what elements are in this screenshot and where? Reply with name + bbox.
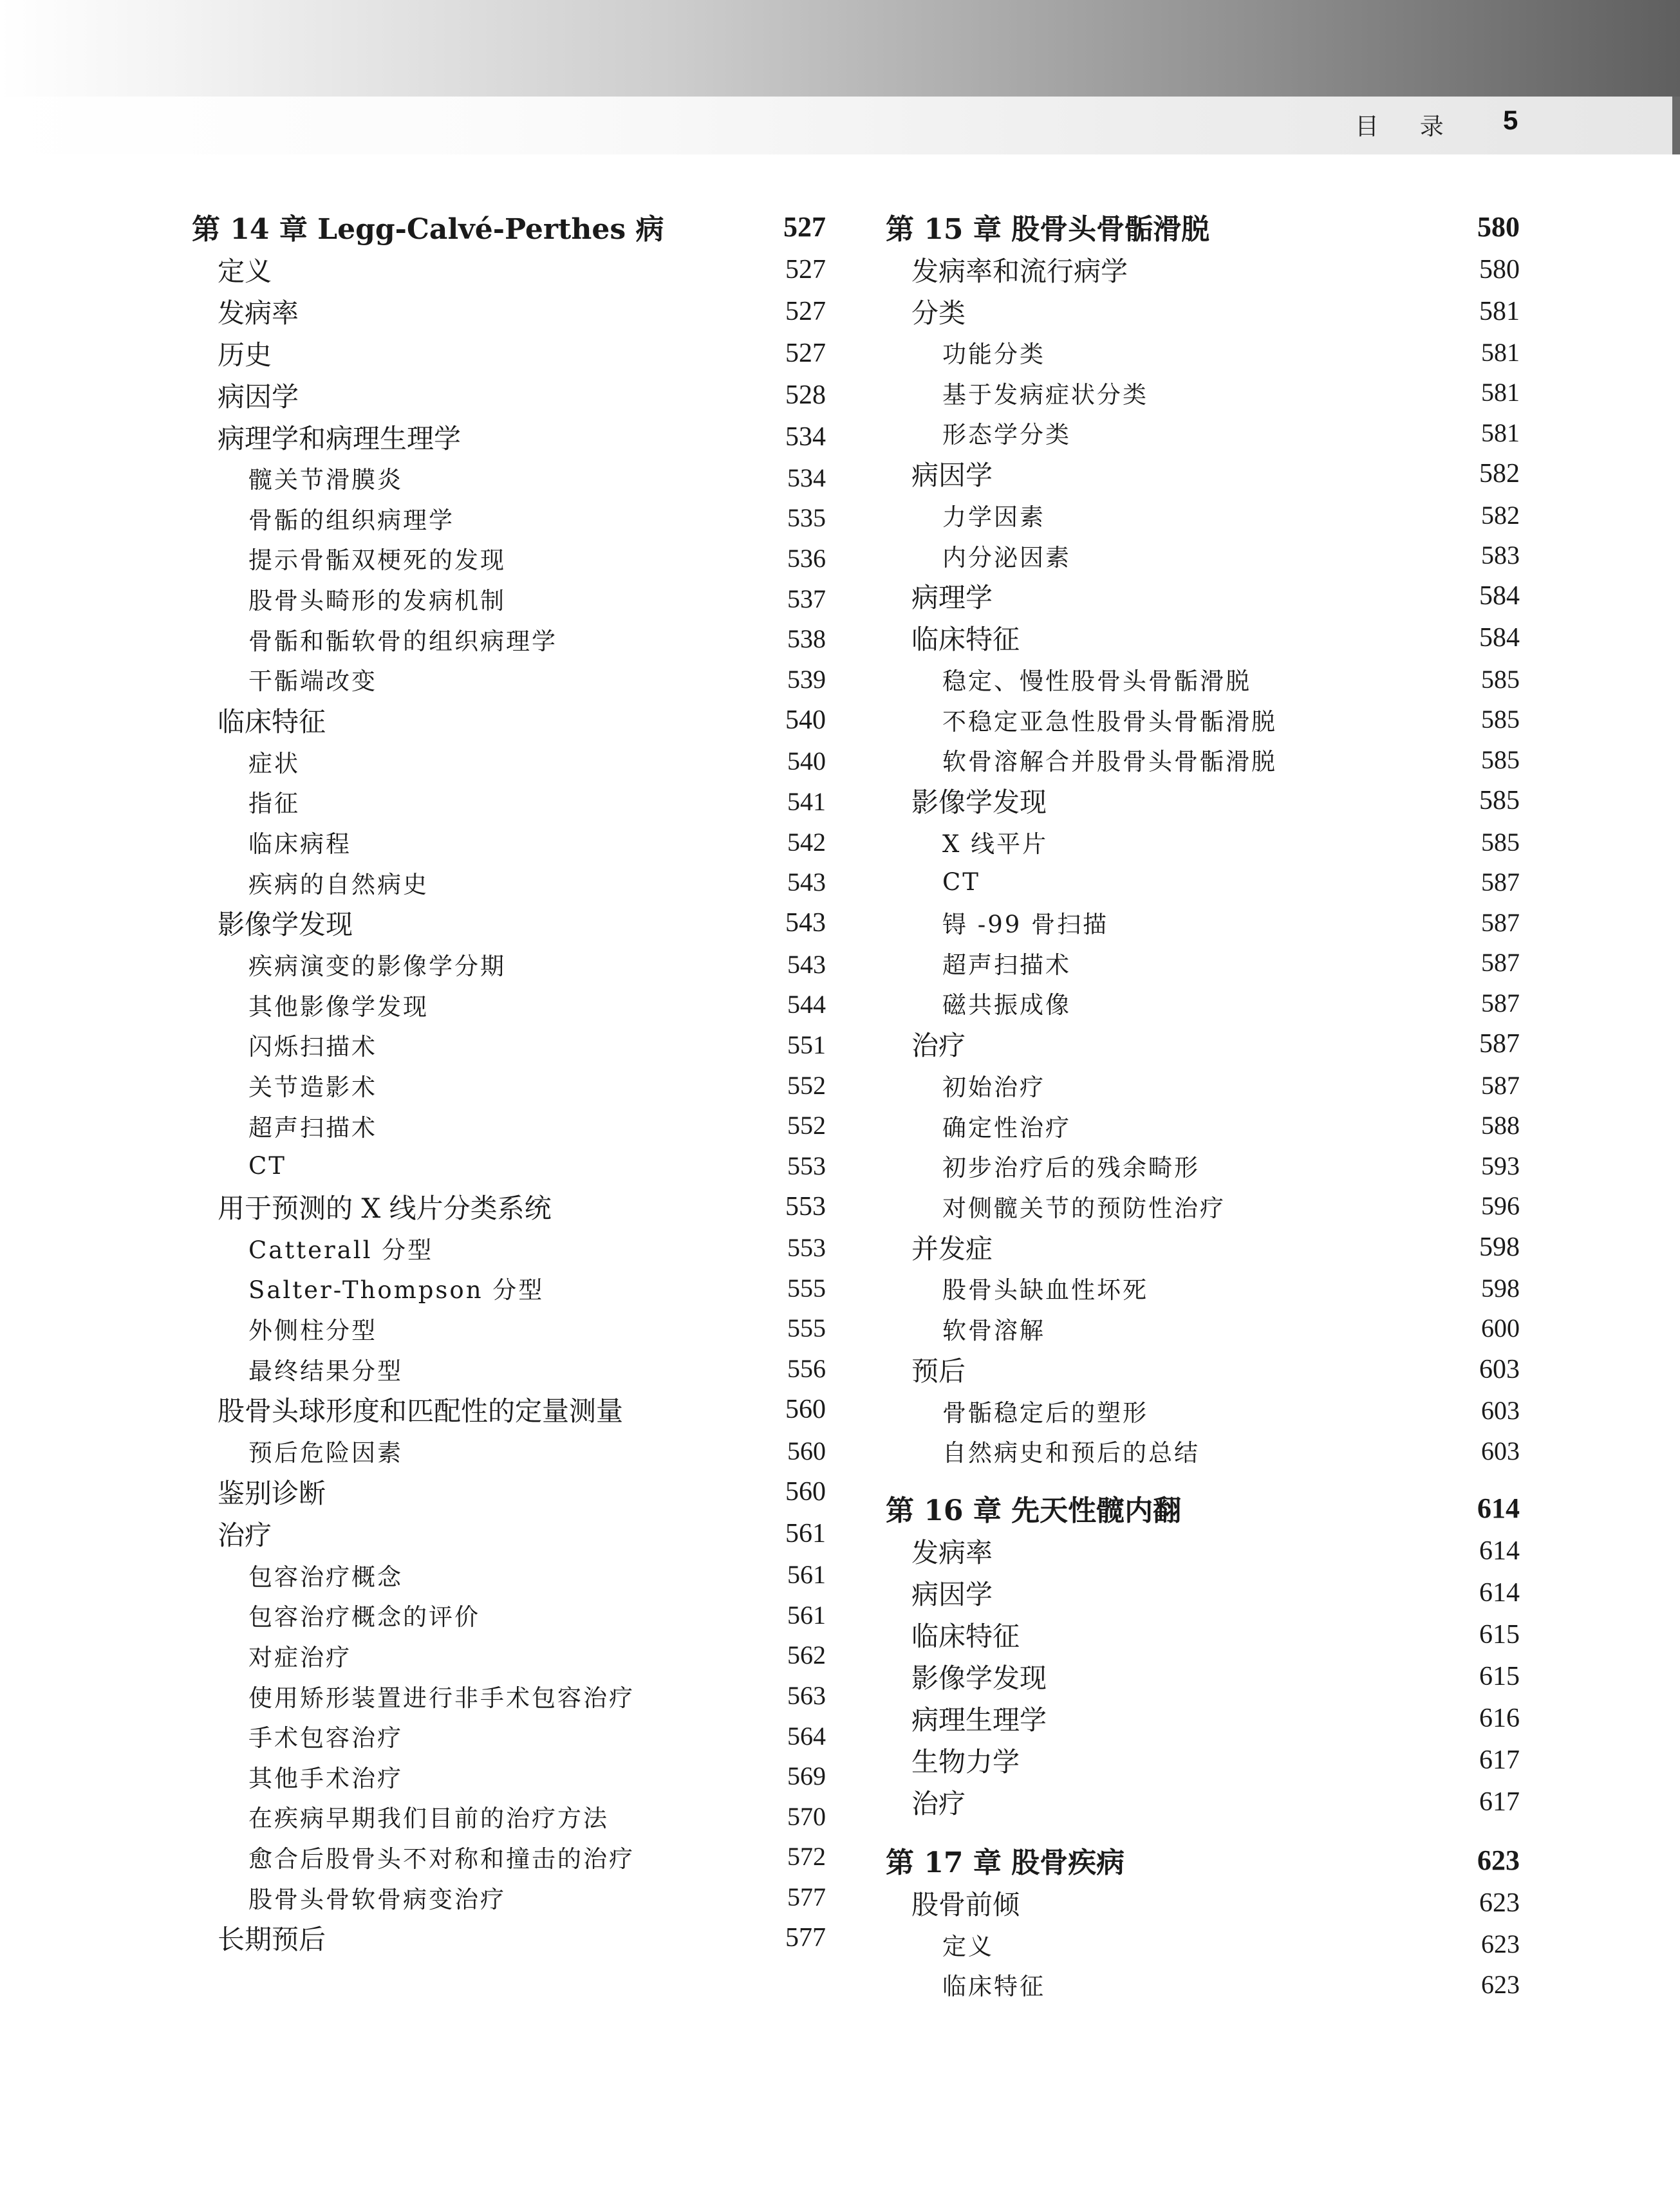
toc-entry-page: 614 xyxy=(1479,1577,1520,1608)
toc-entry-page: 562 xyxy=(787,1640,826,1670)
toc-entry-page: 598 xyxy=(1481,1273,1520,1303)
toc-entry-title: 分类 xyxy=(911,297,966,329)
toc-entry-page: 560 xyxy=(787,1436,826,1465)
toc-entry-title: 病因学 xyxy=(911,460,993,492)
toc-entry-title: 骨骺和骺软骨的组织病理学 xyxy=(248,627,557,655)
toc-entry-title: 提示骨骺双梗死的发现 xyxy=(248,546,506,575)
toc-subsection-entry xyxy=(886,902,1520,943)
toc-entry-title: 治疗 xyxy=(911,1030,966,1062)
toc-entry-page: 577 xyxy=(787,1882,826,1912)
toc-entry-page: 537 xyxy=(787,584,826,613)
toc-subsection-entry xyxy=(192,1431,826,1471)
toc-entry-title: 第 15 章 股骨头骨骺滑脱 xyxy=(886,213,1210,246)
toc-entry-title: 临床特征 xyxy=(218,706,326,738)
toc-section-entry xyxy=(192,332,826,374)
toc-section-entry xyxy=(886,453,1520,495)
toc-entry-page: 615 xyxy=(1479,1619,1520,1650)
toc-entry-page: 623 xyxy=(1479,1888,1520,1918)
toc-entry-page: 560 xyxy=(785,1476,826,1507)
toc-entry-page: 543 xyxy=(787,949,826,979)
toc-entry-title: 基于发病症状分类 xyxy=(942,380,1148,409)
toc-entry-title: 长期预后 xyxy=(218,1924,326,1956)
toc-subsection-entry xyxy=(192,1268,826,1308)
toc-entry-page: 584 xyxy=(1479,623,1520,653)
toc-entry-page: 603 xyxy=(1481,1436,1520,1465)
toc-entry-page: 585 xyxy=(1479,786,1520,816)
toc-entry-page: 587 xyxy=(1479,1029,1520,1059)
toc-subsection-entry xyxy=(886,700,1520,740)
toc-entry-page: 581 xyxy=(1481,418,1520,447)
toc-entry-page: 603 xyxy=(1481,1396,1520,1426)
toc-entry-page: 561 xyxy=(787,1560,826,1590)
toc-entry-page: 583 xyxy=(1481,541,1520,570)
toc-entry-title: X 线平片 xyxy=(942,830,1049,859)
toc-section-entry xyxy=(192,416,826,458)
toc-entry-title: 超声扫描术 xyxy=(942,951,1071,979)
toc-entry-title: 疾病演变的影像学分期 xyxy=(248,953,506,981)
toc-subsection-entry xyxy=(886,862,1520,902)
toc-entry-title: 对症治疗 xyxy=(248,1643,351,1671)
toc-section-entry xyxy=(886,1530,1520,1572)
toc-entry-title: 治疗 xyxy=(911,1787,966,1819)
toc-entry-page: 585 xyxy=(1481,664,1520,694)
toc-subsection-entry xyxy=(192,1595,826,1635)
toc-entry-page: 553 xyxy=(787,1151,826,1180)
toc-subsection-entry xyxy=(192,659,826,700)
toc-entry-title: 预后危险因素 xyxy=(248,1439,403,1467)
toc-entry-title: 初始治疗 xyxy=(942,1073,1045,1102)
toc-entry-page: 561 xyxy=(787,1600,826,1630)
toc-entry-page: 561 xyxy=(785,1518,826,1548)
toc-section-entry xyxy=(886,780,1520,822)
toc-section-entry xyxy=(192,1471,826,1512)
toc-subsection-entry xyxy=(192,822,826,862)
toc-entry-page: 616 xyxy=(1479,1703,1520,1733)
toc-subsection-entry xyxy=(886,1964,1520,2005)
toc-entry-title: 第 17 章 股骨疾病 xyxy=(886,1846,1125,1880)
toc-entry-title: 生物力学 xyxy=(911,1745,1020,1778)
toc-entry-page: 527 xyxy=(783,210,826,243)
toc-entry-page: 527 xyxy=(785,296,826,326)
toc-entry-title: 功能分类 xyxy=(942,340,1045,369)
toc-subsection-entry xyxy=(192,944,826,985)
toc-entry-title: 发病率 xyxy=(911,1536,993,1568)
toc-entry-page: 585 xyxy=(1481,705,1520,734)
toc-entry-page: 593 xyxy=(1481,1151,1520,1180)
toc-entry-page: 596 xyxy=(1481,1191,1520,1221)
toc-entry-title: 对侧髋关节的预防性治疗 xyxy=(942,1194,1226,1222)
toc-entry-title: 病理生理学 xyxy=(911,1704,1047,1736)
toc-subsection-entry xyxy=(886,1308,1520,1349)
toc-entry-title: 定义 xyxy=(942,1932,994,1960)
toc-left-column xyxy=(192,205,826,1959)
toc-entry-title: 指征 xyxy=(248,790,300,818)
toc-entry-title: 症状 xyxy=(248,749,300,777)
toc-entry-title: 第 14 章 Legg-Calvé-Perthes 病 xyxy=(192,213,664,246)
toc-section-entry xyxy=(886,1226,1520,1268)
toc-entry-page: 527 xyxy=(785,254,826,284)
toc-entry-page: 555 xyxy=(787,1314,826,1343)
toc-entry-title: 力学因素 xyxy=(942,503,1045,532)
toc-entry-page: 588 xyxy=(1481,1111,1520,1140)
toc-entry-page: 543 xyxy=(787,868,826,897)
header-edge-mark xyxy=(1672,97,1680,154)
toc-section-entry xyxy=(886,575,1520,617)
toc-entry-title: 股骨头骨软骨病变治疗 xyxy=(248,1885,506,1913)
toc-entry-title: 预后 xyxy=(911,1355,966,1387)
toc-entry-title: Catterall 分型 xyxy=(248,1236,434,1264)
toc-subsection-entry xyxy=(886,535,1520,575)
toc-entry-title: 不稳定亚急性股骨头骨骺滑脱 xyxy=(942,707,1277,736)
toc-entry-title: 稳定、慢性股骨头骨骺滑脱 xyxy=(942,667,1251,696)
toc-subsection-entry xyxy=(886,1924,1520,1964)
toc-section-entry xyxy=(886,1023,1520,1065)
toc-subsection-entry xyxy=(192,1756,826,1796)
toc-section-entry xyxy=(192,902,826,944)
toc-entry-title: 使用矫形装置进行非手术包容治疗 xyxy=(248,1684,635,1712)
toc-chapter-heading xyxy=(886,1486,1520,1530)
toc-subsection-entry xyxy=(886,1146,1520,1186)
toc-entry-title: 初步治疗后的残余畸形 xyxy=(942,1154,1200,1182)
toc-subsection-entry xyxy=(192,862,826,902)
toc-entry-title: 骨骺的组织病理学 xyxy=(248,506,454,534)
toc-entry-page: 544 xyxy=(787,990,826,1019)
toc-entry-title: 磁共振成像 xyxy=(942,991,1071,1019)
toc-entry-title: 髋关节滑膜炎 xyxy=(248,466,403,494)
toc-section-entry xyxy=(886,1882,1520,1924)
toc-entry-title: 临床特征 xyxy=(911,624,1020,656)
toc-subsection-entry xyxy=(192,1348,826,1389)
toc-entry-page: 570 xyxy=(787,1801,826,1831)
toc-entry-title: 愈合后股骨头不对称和撞击的治疗 xyxy=(248,1845,635,1873)
toc-entry-page: 556 xyxy=(787,1354,826,1384)
toc-section-entry xyxy=(886,1739,1520,1781)
toc-entry-page: 539 xyxy=(787,664,826,694)
toc-entry-title: 超声扫描术 xyxy=(248,1113,377,1142)
toc-entry-page: 541 xyxy=(787,786,826,816)
toc-entry-title: 影像学发现 xyxy=(911,786,1047,819)
toc-entry-page: 536 xyxy=(787,543,826,573)
toc-subsection-entry xyxy=(886,1186,1520,1227)
toc-entry-page: 534 xyxy=(787,463,826,492)
toc-right-column xyxy=(886,205,1520,2005)
toc-entry-title: 第 16 章 先天性髋内翻 xyxy=(886,1494,1182,1528)
toc-section-entry xyxy=(192,1512,826,1554)
toc-entry-title: 手术包容治疗 xyxy=(248,1724,403,1752)
toc-chapter-heading xyxy=(886,1838,1520,1882)
toc-entry-title: 股骨头球形度和匹配性的定量测量 xyxy=(218,1395,624,1427)
toc-entry-page: 534 xyxy=(785,422,826,452)
toc-subsection-entry xyxy=(192,781,826,822)
toc-subsection-entry xyxy=(192,1837,826,1877)
toc-section-entry xyxy=(192,290,826,332)
toc-subsection-entry xyxy=(192,1554,826,1595)
toc-subsection-entry xyxy=(886,1390,1520,1431)
toc-subsection-entry xyxy=(192,579,826,619)
toc-entry-page: 582 xyxy=(1481,500,1520,530)
toc-subsection-entry xyxy=(886,1105,1520,1146)
toc-entry-title: 病理学和病理生理学 xyxy=(218,422,462,454)
toc-subsection-entry xyxy=(886,373,1520,413)
toc-entry-title: 确定性治疗 xyxy=(942,1113,1071,1142)
toc-entry-page: 617 xyxy=(1479,1787,1520,1817)
toc-subsection-entry xyxy=(192,1877,826,1917)
toc-section-entry xyxy=(886,248,1520,290)
toc-subsection-entry xyxy=(192,1796,826,1837)
toc-subsection-entry xyxy=(192,1675,826,1716)
toc-entry-title: 自然病史和预后的总结 xyxy=(942,1439,1200,1467)
toc-subsection-entry xyxy=(886,1431,1520,1471)
toc-entry-page: 580 xyxy=(1479,254,1520,284)
toc-entry-page: 563 xyxy=(787,1681,826,1711)
toc-section-entry xyxy=(192,1917,826,1959)
toc-entry-page: 585 xyxy=(1481,827,1520,857)
toc-section-entry xyxy=(886,1655,1520,1697)
toc-entry-page: 615 xyxy=(1479,1661,1520,1691)
toc-entry-page: 555 xyxy=(787,1273,826,1303)
toc-entry-page: 584 xyxy=(1479,581,1520,611)
toc-subsection-entry xyxy=(886,332,1520,373)
toc-entry-title: 包容治疗概念 xyxy=(248,1563,403,1591)
toc-entry-title: 鉴别诊断 xyxy=(218,1477,326,1509)
toc-entry-page: 552 xyxy=(787,1070,826,1100)
toc-subsection-entry xyxy=(886,983,1520,1023)
toc-entry-page: 581 xyxy=(1481,337,1520,367)
toc-entry-page: 540 xyxy=(787,747,826,776)
toc-subsection-entry xyxy=(886,495,1520,535)
toc-entry-title: 临床病程 xyxy=(248,830,351,859)
toc-entry-page: 623 xyxy=(1477,1844,1520,1876)
page-number: 5 xyxy=(1503,105,1518,135)
toc-entry-page: 528 xyxy=(785,380,826,410)
toc-entry-page: 587 xyxy=(1481,1070,1520,1100)
toc-entry-page: 600 xyxy=(1481,1314,1520,1343)
toc-entry-page: 581 xyxy=(1479,296,1520,326)
toc-entry-title: 包容治疗概念的评价 xyxy=(248,1603,480,1631)
toc-entry-title: 其他手术治疗 xyxy=(248,1764,403,1792)
toc-entry-title: 用于预测的 X 线片分类系统 xyxy=(218,1193,552,1224)
toc-subsection-entry xyxy=(192,1635,826,1676)
toc-subsection-entry xyxy=(192,1065,826,1106)
toc-entry-page: 552 xyxy=(787,1111,826,1140)
toc-entry-title: 定义 xyxy=(218,255,272,287)
toc-entry-page: 553 xyxy=(785,1192,826,1222)
toc-entry-title: 病因学 xyxy=(218,380,299,413)
toc-entry-page: 572 xyxy=(787,1842,826,1872)
toc-subsection-entry xyxy=(192,1105,826,1146)
toc-subsection-entry xyxy=(192,1308,826,1349)
toc-entry-title: 临床特征 xyxy=(911,1620,1020,1652)
toc-entry-page: 582 xyxy=(1479,459,1520,489)
toc-entry-title: 股骨前倾 xyxy=(911,1888,1020,1920)
toc-entry-page: 564 xyxy=(787,1721,826,1751)
toc-subsection-entry xyxy=(192,538,826,579)
toc-entry-title: 股骨头畸形的发病机制 xyxy=(248,587,506,615)
toc-subsection-entry xyxy=(192,1228,826,1269)
toc-entry-page: 569 xyxy=(787,1761,826,1791)
toc-subsection-entry xyxy=(192,618,826,659)
toc-entry-page: 623 xyxy=(1481,1969,1520,1999)
toc-entry-title: 临床特征 xyxy=(942,1973,1045,2001)
toc-subsection-entry xyxy=(192,985,826,1025)
toc-entry-page: 587 xyxy=(1481,868,1520,897)
toc-entry-page: 585 xyxy=(1481,745,1520,774)
toc-entry-title: 形态学分类 xyxy=(942,421,1071,449)
toc-section-entry xyxy=(886,617,1520,659)
toc-entry-page: 587 xyxy=(1481,907,1520,937)
toc-entry-page: 587 xyxy=(1481,948,1520,978)
toc-entry-page: 614 xyxy=(1479,1536,1520,1566)
toc-subsection-entry xyxy=(886,739,1520,780)
toc-subsection-entry xyxy=(886,1268,1520,1308)
toc-entry-title: 发病率和流行病学 xyxy=(911,255,1128,287)
toc-entry-page: 617 xyxy=(1479,1745,1520,1775)
toc-entry-page: 540 xyxy=(785,705,826,736)
toc-subsection-entry xyxy=(886,943,1520,983)
toc-entry-title: Salter-Thompson 分型 xyxy=(248,1276,545,1305)
toc-entry-page: 527 xyxy=(785,338,826,368)
toc-entry-page: 553 xyxy=(787,1233,826,1263)
toc-entry-title: 软骨溶解合并股骨头骨骺滑脱 xyxy=(942,748,1277,776)
toc-subsection-entry xyxy=(192,1146,826,1186)
toc-subsection-entry xyxy=(886,822,1520,862)
toc-entry-title: 关节造影术 xyxy=(248,1073,377,1102)
toc-entry-page: 580 xyxy=(1477,210,1520,243)
toc-section-entry xyxy=(192,374,826,416)
toc-subsection-entry xyxy=(192,458,826,498)
toc-section-entry xyxy=(886,1572,1520,1613)
toc-entry-page: 614 xyxy=(1477,1492,1520,1524)
toc-section-entry xyxy=(886,290,1520,332)
toc-subsection-entry xyxy=(192,498,826,539)
toc-section-entry xyxy=(886,1348,1520,1390)
toc-subsection-entry xyxy=(886,413,1520,453)
toc-subsection-entry xyxy=(192,1025,826,1065)
toc-entry-title: 疾病的自然病史 xyxy=(248,870,429,898)
toc-entry-title: 其他影像学发现 xyxy=(248,992,429,1021)
toc-section-entry xyxy=(192,1186,826,1228)
toc-chapter-heading xyxy=(192,205,826,248)
toc-entry-page: 587 xyxy=(1481,988,1520,1018)
toc-entry-title: 并发症 xyxy=(911,1232,993,1265)
toc-entry-title: 内分泌因素 xyxy=(942,543,1071,572)
toc-entry-page: 581 xyxy=(1481,378,1520,407)
toc-section-entry xyxy=(192,248,826,290)
toc-entry-title: 在疾病早期我们目前的治疗方法 xyxy=(248,1805,609,1833)
toc-section-entry xyxy=(886,1613,1520,1655)
toc-entry-page: 598 xyxy=(1479,1232,1520,1262)
running-header-title: 目 录 xyxy=(1355,113,1461,140)
toc-entry-title: 历史 xyxy=(218,339,272,371)
toc-entry-page: 560 xyxy=(785,1395,826,1425)
toc-section-entry xyxy=(886,1781,1520,1823)
toc-entry-title: 治疗 xyxy=(218,1519,272,1551)
toc-section-entry xyxy=(192,700,826,741)
toc-subsection-entry xyxy=(886,659,1520,700)
toc-section-entry xyxy=(886,1697,1520,1739)
toc-entry-page: 603 xyxy=(1479,1354,1520,1384)
toc-entry-page: 538 xyxy=(787,624,826,654)
toc-entry-title: CT xyxy=(248,1151,286,1180)
toc-entry-title: 骨骺稳定后的塑形 xyxy=(942,1399,1148,1427)
toc-entry-title: 闪烁扫描术 xyxy=(248,1033,377,1061)
toc-entry-page: 542 xyxy=(787,827,826,857)
toc-entry-title: 影像学发现 xyxy=(911,1662,1047,1694)
toc-entry-title: 病因学 xyxy=(911,1578,993,1610)
toc-section-entry xyxy=(192,1389,826,1431)
toc-subsection-entry xyxy=(192,1716,826,1756)
toc-chapter-heading xyxy=(886,205,1520,248)
toc-entry-title: 锝 -99 骨扫描 xyxy=(942,911,1109,939)
toc-entry-title: CT xyxy=(942,868,980,897)
toc-entry-title: 发病率 xyxy=(218,297,299,329)
toc-entry-title: 病理学 xyxy=(911,582,993,614)
toc-entry-title: 外侧柱分型 xyxy=(248,1316,377,1344)
toc-entry-page: 577 xyxy=(785,1923,826,1953)
toc-subsection-entry xyxy=(886,1065,1520,1106)
toc-entry-page: 535 xyxy=(787,503,826,533)
toc-entry-title: 软骨溶解 xyxy=(942,1316,1045,1344)
toc-entry-page: 543 xyxy=(785,908,826,938)
toc-entry-title: 最终结果分型 xyxy=(248,1357,403,1385)
toc-entry-page: 623 xyxy=(1481,1929,1520,1959)
toc-entry-title: 影像学发现 xyxy=(218,909,353,941)
toc-entry-title: 股骨头缺血性坏死 xyxy=(942,1276,1148,1305)
toc-entry-page: 551 xyxy=(787,1030,826,1059)
toc-subsection-entry xyxy=(192,741,826,782)
toc-entry-title: 干骺端改变 xyxy=(248,667,377,696)
